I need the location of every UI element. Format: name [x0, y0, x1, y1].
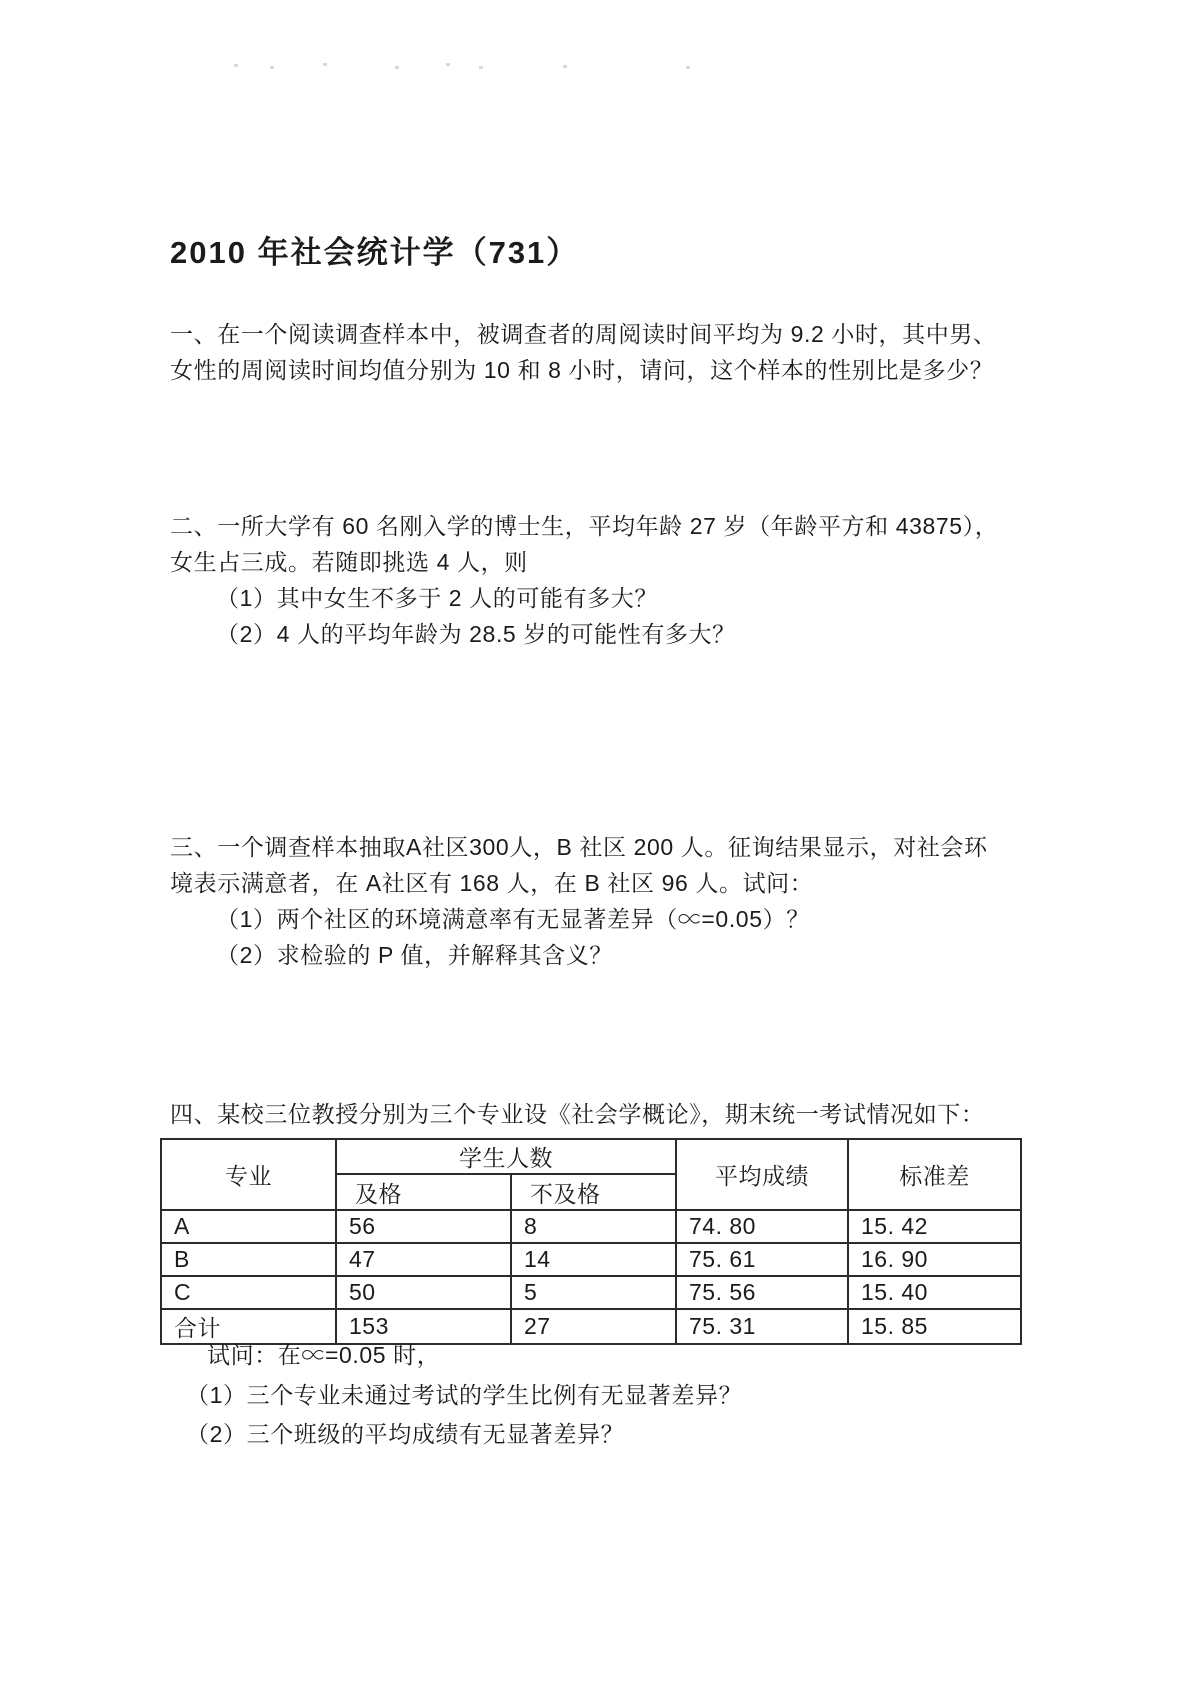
scan-artifact: [446, 63, 450, 66]
question-subitem: （2）4 人的平均年龄为 28.5 岁的可能性有多大？: [216, 621, 736, 647]
question-4-followup: [186, 1336, 742, 1455]
cell-average: 75. 31: [676, 1309, 848, 1344]
question-line: 二、一所大学有 60 名刚入学的博士生，平均年龄 27 岁（年龄平方和 43875），: [170, 513, 999, 539]
scan-artifact: [479, 66, 483, 69]
col-header-pass: 及格: [336, 1174, 511, 1210]
cell-stddev: 16. 90: [848, 1243, 1021, 1276]
scores-table: [160, 1138, 1022, 1345]
cell-major: B: [161, 1243, 336, 1276]
cell-stddev: 15. 40: [848, 1276, 1021, 1309]
col-header-fail: 不及格: [511, 1174, 676, 1210]
question-1: [170, 316, 1040, 388]
scan-artifact: [234, 64, 238, 67]
col-header-major: 专业: [161, 1139, 336, 1210]
cell-pass: 47: [336, 1243, 511, 1276]
cell-pass: 50: [336, 1276, 511, 1309]
page-title: 2010 年社会统计学（731）: [170, 235, 580, 270]
cell-major: A: [161, 1210, 336, 1243]
cell-pass: 153: [336, 1309, 511, 1344]
question-line: 女性的周阅读时间均值分别为 10 和 8 小时，请问，这个样本的性别比是多少？: [170, 357, 994, 383]
question-subitem: （2）求检验的 P 值，并解释其含义？: [216, 942, 613, 968]
question-4: [170, 1096, 1040, 1132]
cell-fail: 27: [511, 1309, 676, 1344]
scan-artifact: [323, 63, 327, 66]
cell-major: 合计: [161, 1309, 336, 1344]
question-subitem: （1）三个专业未通过考试的学生比例有无显著差异？: [186, 1381, 743, 1408]
question-line: 四、某校三位教授分别为三个专业设《社会学概论》，期末统一考试情况如下：: [170, 1101, 985, 1127]
question-note: 试问：在∝=0.05 时，: [207, 1342, 441, 1368]
col-header-stddev: 标准差: [848, 1139, 1021, 1210]
cell-average: 74. 80: [676, 1210, 848, 1243]
question-line: 女生占三成。若随即挑选 4 人，则: [170, 549, 528, 575]
cell-stddev: 15. 85: [848, 1309, 1021, 1344]
scan-artifact: [270, 66, 274, 69]
cell-fail: 8: [511, 1210, 676, 1243]
question-subitem: （2）三个班级的平均成绩有无显著差异？: [186, 1421, 625, 1447]
question-2: [170, 508, 1040, 652]
question-line: 一、在一个阅读调查样本中，被调查者的周阅读时间平均为 9.2 小时，其中男、: [170, 321, 997, 347]
cell-fail: 14: [511, 1243, 676, 1276]
col-header-students: 学生人数: [336, 1139, 676, 1174]
question-subitem: （1）其中女生不多于 2 人的可能有多大？: [216, 585, 658, 611]
cell-pass: 56: [336, 1210, 511, 1243]
table-row: [161, 1276, 1021, 1309]
cell-stddev: 15. 42: [848, 1210, 1021, 1243]
question-line: 三、一个调查样本抽取A社区300人，B 社区 200 人。征询结果显示，对社会环: [170, 834, 988, 860]
col-header-average: 平均成绩: [676, 1139, 848, 1210]
scan-artifact: [395, 66, 399, 69]
cell-average: 75. 61: [676, 1243, 848, 1276]
cell-major: C: [161, 1276, 336, 1309]
question-line: 境表示满意者，在 A社区有 168 人，在 B 社区 96 人。试问：: [170, 870, 814, 896]
cell-average: 75. 56: [676, 1276, 848, 1309]
scan-artifact: [563, 65, 567, 68]
table-row: [161, 1210, 1021, 1243]
question-3: [170, 829, 1040, 973]
cell-fail: 5: [511, 1276, 676, 1309]
scan-artifact: [686, 66, 690, 69]
question-subitem: （1）两个社区的环境满意率有无显著差异（∝=0.05）？: [216, 906, 810, 932]
table-row: [161, 1243, 1021, 1276]
